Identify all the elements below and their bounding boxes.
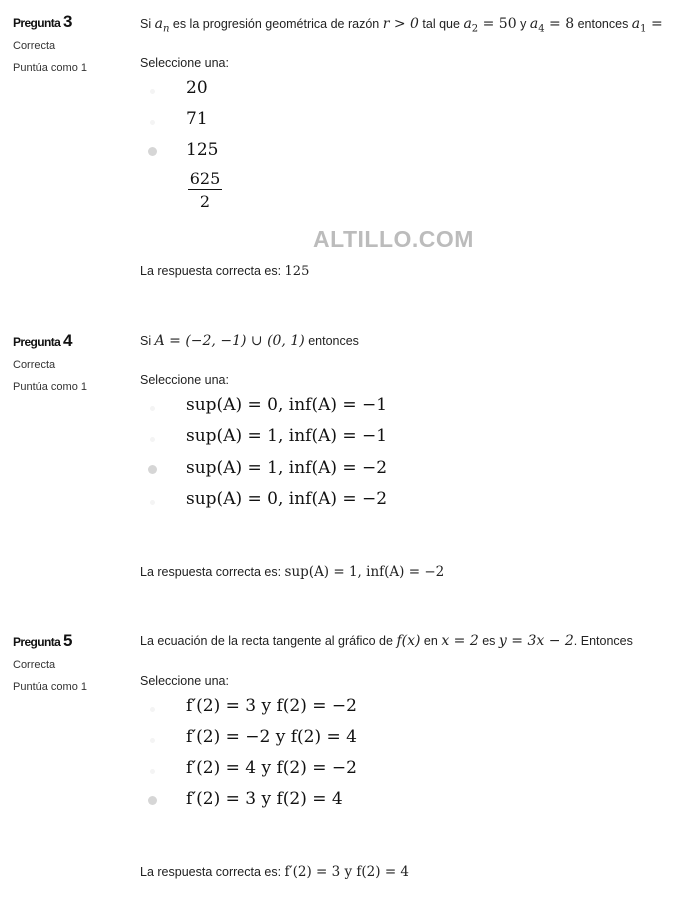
answer-option[interactable]: [140, 169, 640, 215]
option-text: f′(2) = 4 y f(2) = −2: [186, 758, 357, 778]
answer-option[interactable]: [140, 109, 640, 133]
answer-option[interactable]: [140, 395, 640, 419]
radio-button-selected[interactable]: [148, 796, 157, 805]
answer-option[interactable]: [140, 727, 640, 751]
question-number: Pregunta 3: [13, 12, 73, 31]
radio-button-selected[interactable]: [148, 147, 157, 156]
radio-button[interactable]: [150, 769, 155, 774]
question-text: Si $a_n$ es la progresión geométrica de razón r > 0 tal que $a_2 = 50$ y $a_4 = 8$ entonces $a_1$ =: [140, 16, 663, 35]
correct-answer: La respuesta correcta es: f′(2) = 3 y f(2) = 4: [140, 864, 410, 880]
option-fraction: $\frac{625}{2}$: [189, 169, 221, 211]
radio-button[interactable]: [150, 406, 155, 411]
radio-button-selected[interactable]: [148, 465, 157, 474]
option-text: 125: [186, 140, 219, 160]
question-number: Pregunta 4: [13, 331, 73, 350]
question-score: Puntúa como 1: [13, 381, 87, 393]
radio-button[interactable]: [150, 437, 155, 442]
answer-option[interactable]: [140, 426, 640, 450]
radio-button[interactable]: [150, 120, 155, 125]
question-status: Correcta: [13, 40, 56, 52]
radio-button[interactable]: [150, 89, 155, 94]
option-text: f′(2) = −2 y f(2) = 4: [186, 727, 357, 747]
radio-button[interactable]: [150, 738, 155, 743]
question-info: [13, 631, 123, 693]
answer-option[interactable]: [140, 696, 640, 720]
answer-option[interactable]: [140, 78, 640, 102]
correct-answer: La respuesta correcta es: 125: [140, 264, 310, 279]
answer-option[interactable]: [140, 758, 640, 782]
answer-option-selected[interactable]: [140, 458, 640, 482]
option-text: f′(2) = 3 y f(2) = −2: [186, 696, 357, 716]
answer-option-selected[interactable]: [140, 140, 640, 164]
question-status: Correcta: [13, 659, 56, 671]
question-status: Correcta: [13, 359, 56, 371]
correct-answer: La respuesta correcta es: sup(A) = 1, inf(A) = −2: [140, 564, 445, 580]
question-text: Si A = (−2, −1) ∪ (0, 1) entonces: [140, 333, 359, 349]
option-text: f′(2) = 3 y f(2) = 4: [186, 789, 343, 809]
question-number: Pregunta 5: [13, 631, 73, 650]
option-text: sup(A) = 0, inf(A) = −2: [186, 489, 388, 509]
answer-option-selected[interactable]: [140, 789, 640, 813]
option-text: 71: [186, 109, 208, 129]
select-label: Seleccione una:: [140, 56, 229, 70]
select-label: Seleccione una:: [140, 373, 229, 387]
select-label: Seleccione una:: [140, 674, 229, 688]
radio-button[interactable]: [150, 707, 155, 712]
option-text: sup(A) = 0, inf(A) = −1: [186, 395, 388, 415]
option-text: 20: [186, 78, 208, 98]
option-text: sup(A) = 1, inf(A) = −1: [186, 426, 388, 446]
answer-option[interactable]: [140, 489, 640, 513]
question-score: Puntúa como 1: [13, 681, 87, 693]
question-text: La ecuación de la recta tangente al gráfico de f(x) en x = 2 es y = 3x − 2. Entonces: [140, 633, 633, 649]
option-text: sup(A) = 1, inf(A) = −2: [186, 458, 388, 478]
radio-button[interactable]: [150, 500, 155, 505]
question-score: Puntúa como 1: [13, 62, 87, 74]
question-info: [13, 12, 123, 74]
watermark-logo: ALTILLO.COM: [313, 226, 474, 252]
question-info: [13, 331, 123, 393]
